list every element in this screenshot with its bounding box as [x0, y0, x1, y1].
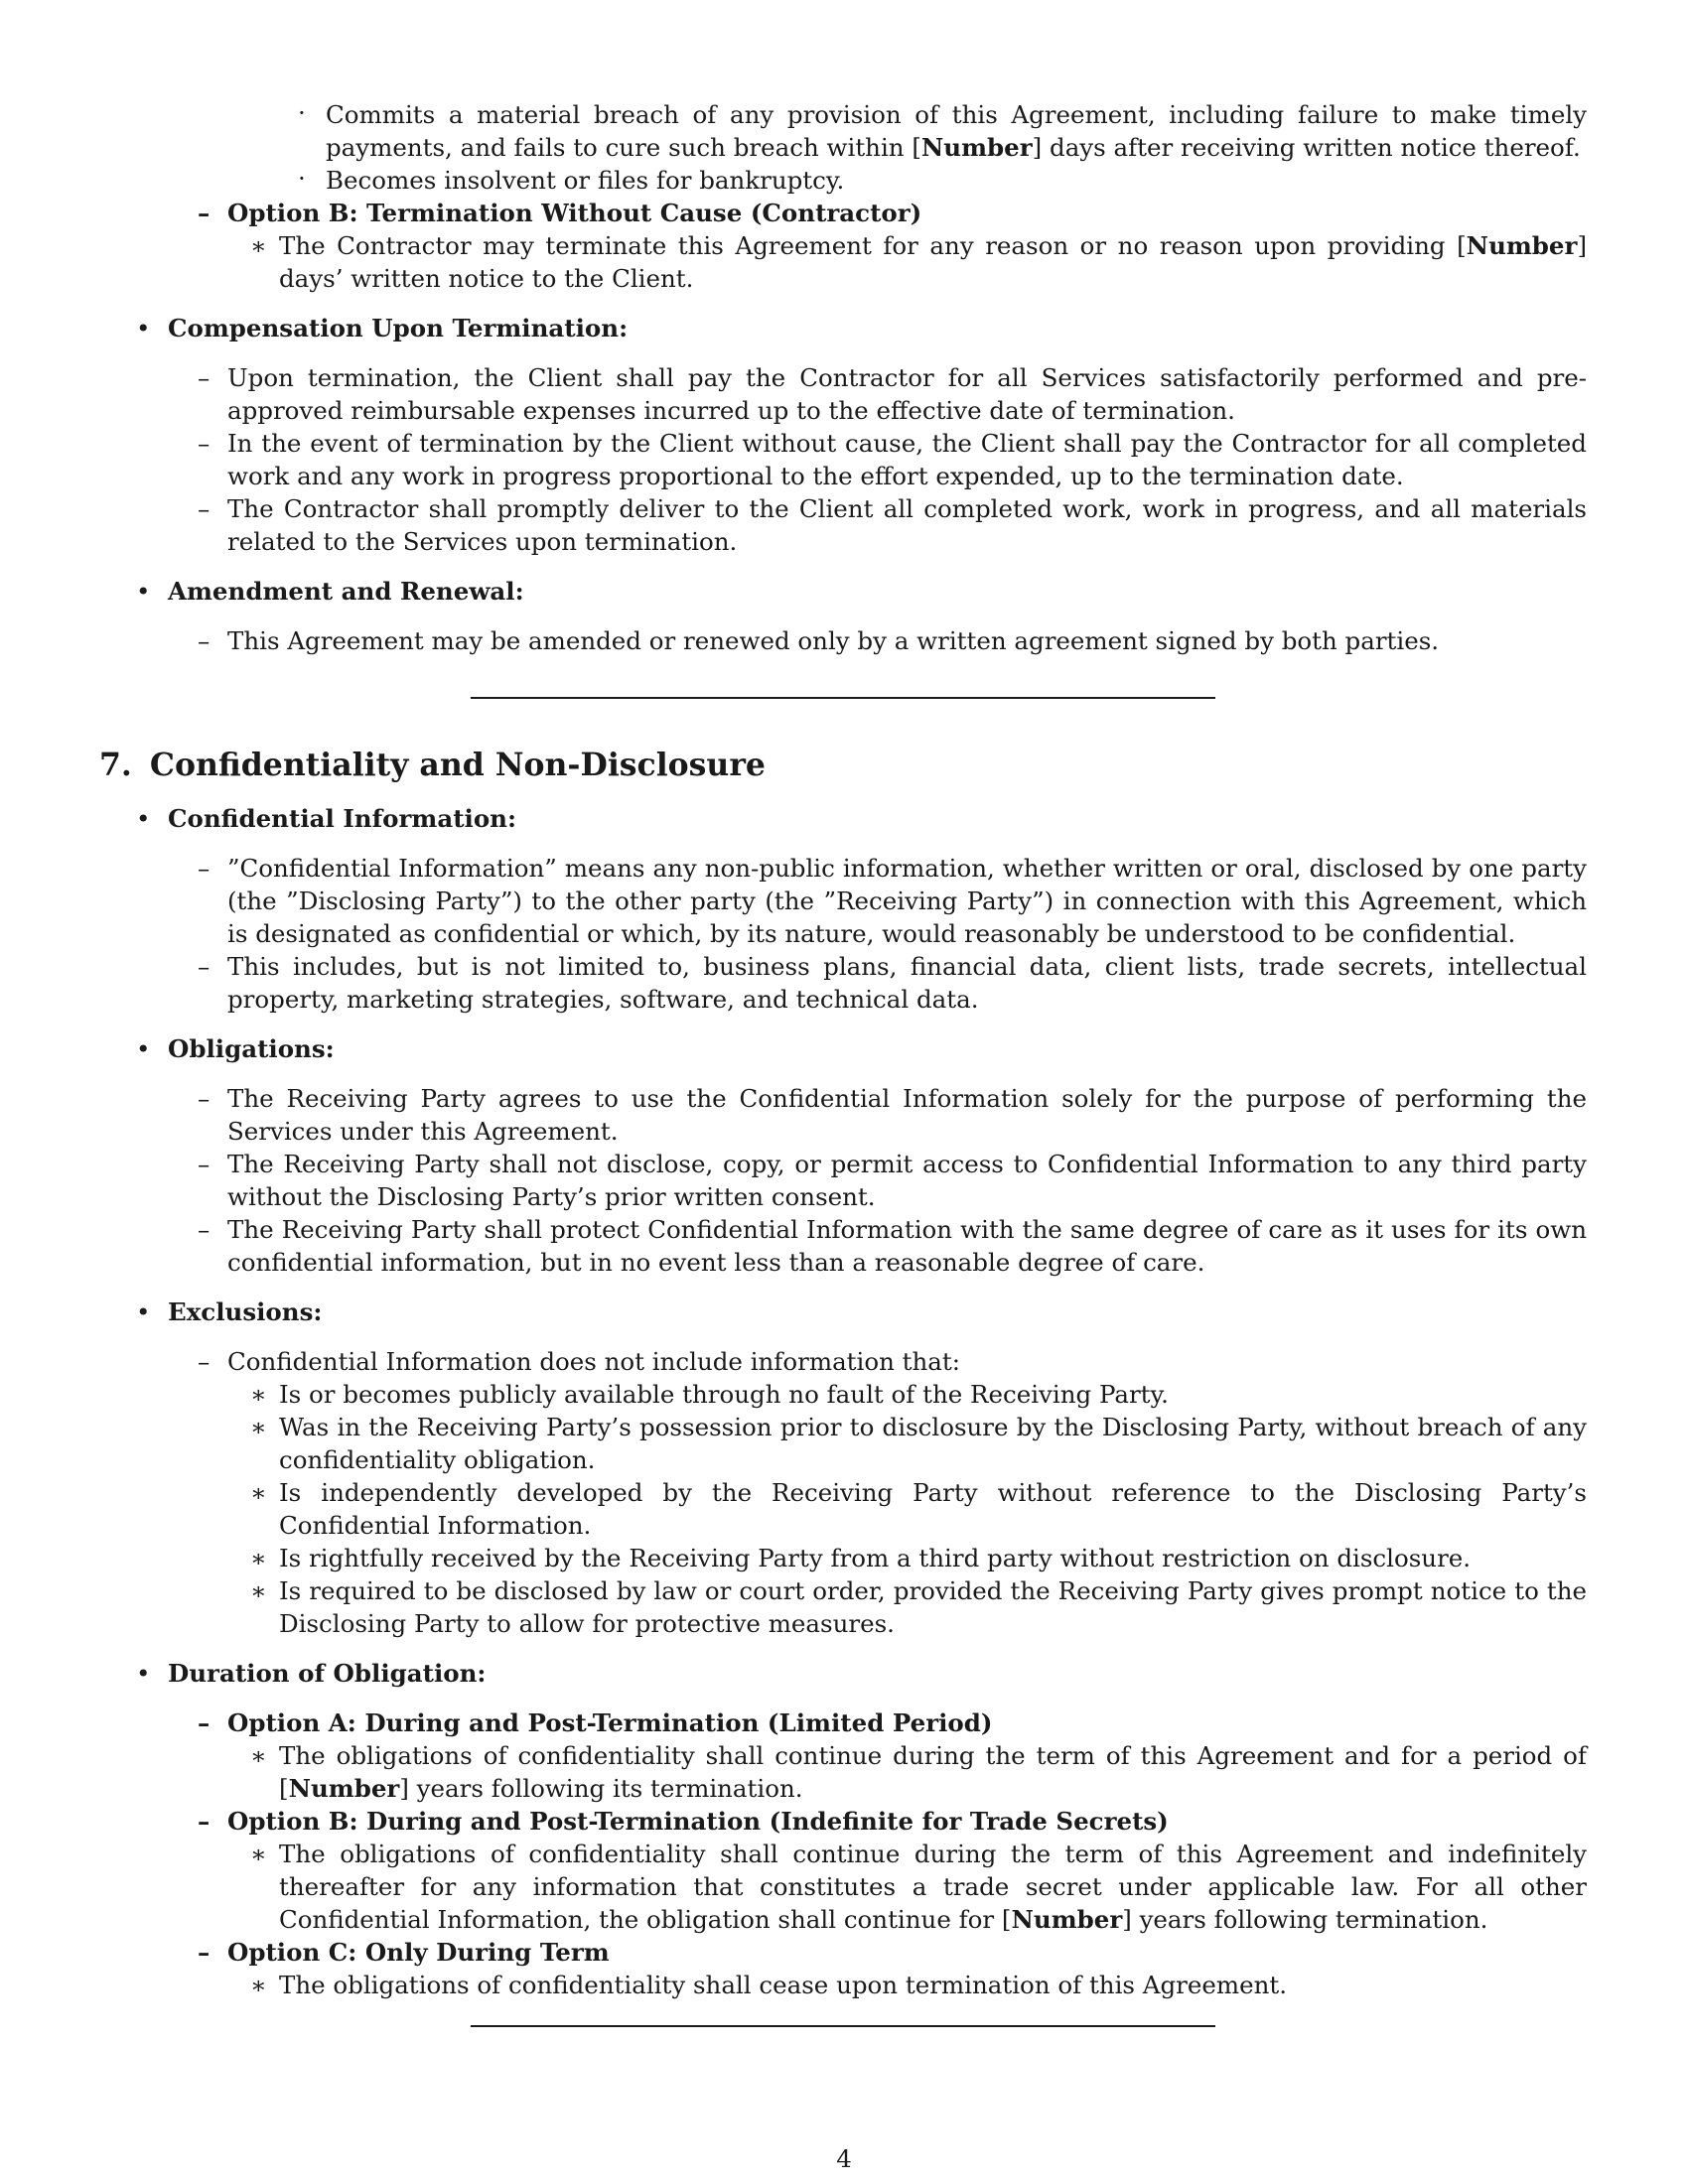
bullet-marker: • [136, 577, 151, 606]
bullet-marker: • [136, 1659, 151, 1688]
list-item: ∗ Is required to be disclosed by law or court order, provided the Receiving Party gives prompt notice to the Disclosing Party to allow for protective measures. [250, 1576, 1587, 1638]
dash-marker: – [198, 1708, 211, 1737]
compensation-heading: • Compensation Upon Termination: [136, 314, 629, 342]
dash-marker: – [198, 952, 211, 981]
list-item: – In the event of termination by the Client without cause, the Client shall pay the Contractor for all completed work and any work in progress proportional to the effort expended, up to the termination date. [198, 429, 1587, 490]
page-number: 4 [836, 2144, 852, 2173]
dash-marker: – [198, 429, 211, 458]
dash-marker: – [198, 1215, 211, 1244]
section-divider [471, 697, 1215, 699]
list-item: ∗ Is or becomes publicly available through no fault of the Receiving Party. [250, 1380, 1169, 1409]
obligations-heading: • Obligations: [136, 1034, 335, 1063]
dash-marker: – [198, 199, 211, 227]
dash-marker: – [198, 626, 211, 655]
confidential-info-heading: • Confidential Information: [136, 804, 517, 833]
list-item: ∗ Is independently developed by the Receiving Party without reference to the Disclosing Party’s Confidential Information. [250, 1478, 1587, 1540]
asterisk-marker: ∗ [250, 1741, 267, 1770]
dash-marker: – [198, 1150, 211, 1178]
bullet-marker: • [136, 314, 151, 342]
asterisk-marker: ∗ [250, 1380, 267, 1409]
dot-marker: · [298, 98, 306, 127]
dash-marker: – [198, 854, 211, 883]
exclusions-heading: • Exclusions: [136, 1297, 323, 1326]
list-item: – The Receiving Party shall protect Confidential Information with the same degree of care as it uses for its own confidential information, but in no event less than a reasonable degree of care. [198, 1215, 1587, 1277]
dot-marker: · [298, 164, 306, 193]
list-item: – This Agreement may be amended or renewed only by a written agreement signed by both parties. [198, 626, 1440, 655]
list-item: ∗ The obligations of confidentiality shall continue during the term of this Agreement and for a period of [Number] years following its termination. [250, 1741, 1587, 1803]
list-item: · Commits a material breach of any provision of this Agreement, including failure to make timely payments, and fails to cure such breach within [Number] days after receiving written notice thereof. [298, 98, 1587, 162]
list-item: ∗ The obligations of confidentiality shall continue during the term of this Agreement and indefinitely thereafter for any information that constitutes a trade secret under applicable law. For all other Confidential Information, the obligation shall continue for [Number] years following termination. [250, 1840, 1587, 1934]
bullet-marker: • [136, 804, 151, 833]
list-item: – This includes, but is not limited to, business plans, financial data, client lists, trade secrets, intellectual property, marketing strategies, software, and technical data. [198, 952, 1587, 1014]
asterisk-marker: ∗ [250, 1413, 267, 1441]
duration-heading: • Duration of Obligation: [136, 1659, 487, 1688]
bullet-marker: • [136, 1034, 151, 1063]
list-item: – The Receiving Party agrees to use the Confidential Information solely for the purpose of performing the Services under this Agreement. [198, 1084, 1587, 1146]
option-heading: – Option A: During and Post-Termination (Limited Period) [198, 1708, 993, 1737]
list-item: ∗ The obligations of confidentiality shall cease upon termination of this Agreement. [250, 1971, 1288, 1999]
asterisk-marker: ∗ [250, 1840, 267, 1868]
option-heading: – Option B: Termination Without Cause (Contractor) [198, 199, 922, 227]
list-item: ∗ Was in the Receiving Party’s possession prior to disclosure by the Disclosing Party, without breach of any confidentiality obligation. [250, 1413, 1587, 1474]
dash-marker: – [198, 494, 211, 523]
list-item: – Confidential Information does not include information that: [198, 1347, 961, 1376]
amendment-heading: • Amendment and Renewal: [136, 577, 524, 606]
option-heading: – Option C: Only During Term [198, 1938, 610, 1967]
asterisk-marker: ∗ [250, 1576, 267, 1605]
dash-marker: – [198, 1938, 211, 1967]
section-divider [471, 2025, 1215, 2027]
list-item: ∗ Is rightfully received by the Receiving Party from a third party without restriction on disclosure. [250, 1544, 1472, 1572]
list-item: – The Contractor shall promptly deliver to the Client all completed work, work in progress, and all materials related to the Services upon termination. [198, 494, 1587, 556]
list-item: ∗ The Contractor may terminate this Agreement for any reason or no reason upon providing [Number] days’ written notice to the Client. [250, 231, 1587, 293]
section-title: 7. Confidentiality and Non-Disclosure [99, 747, 766, 783]
asterisk-marker: ∗ [250, 231, 267, 260]
dash-marker: – [198, 1807, 211, 1836]
list-item: – Upon termination, the Client shall pay the Contractor for all Services satisfactorily performed and pre-approved reimbursable expenses incurred up to the effective date of termination. [198, 363, 1587, 425]
asterisk-marker: ∗ [250, 1544, 267, 1572]
dash-marker: – [198, 363, 211, 392]
bullet-marker: • [136, 1297, 151, 1326]
dash-marker: – [198, 1084, 211, 1113]
list-item: – The Receiving Party shall not disclose, copy, or permit access to Confidential Information to any third party without the Disclosing Party’s prior written consent. [198, 1150, 1587, 1211]
asterisk-marker: ∗ [250, 1478, 267, 1507]
dash-marker: – [198, 1347, 211, 1376]
asterisk-marker: ∗ [250, 1971, 267, 1999]
termination-continued [0, 98, 1688, 657]
option-heading: – Option B: During and Post-Termination (Indefinite for Trade Secrets) [198, 1807, 1169, 1836]
section-7-body [0, 802, 1688, 2001]
list-item: – ”Confidential Information” means any non-public information, whether written or oral, disclosed by one party (the ”Disclosing Party”) to the other party (the ”Receiving Party”) in connection with this Agreement, which is designated as confidential or which, by its nature, would reasonably be understood to be confidential. [198, 854, 1587, 948]
list-item: · Becomes insolvent or files for bankruptcy. [298, 164, 845, 195]
